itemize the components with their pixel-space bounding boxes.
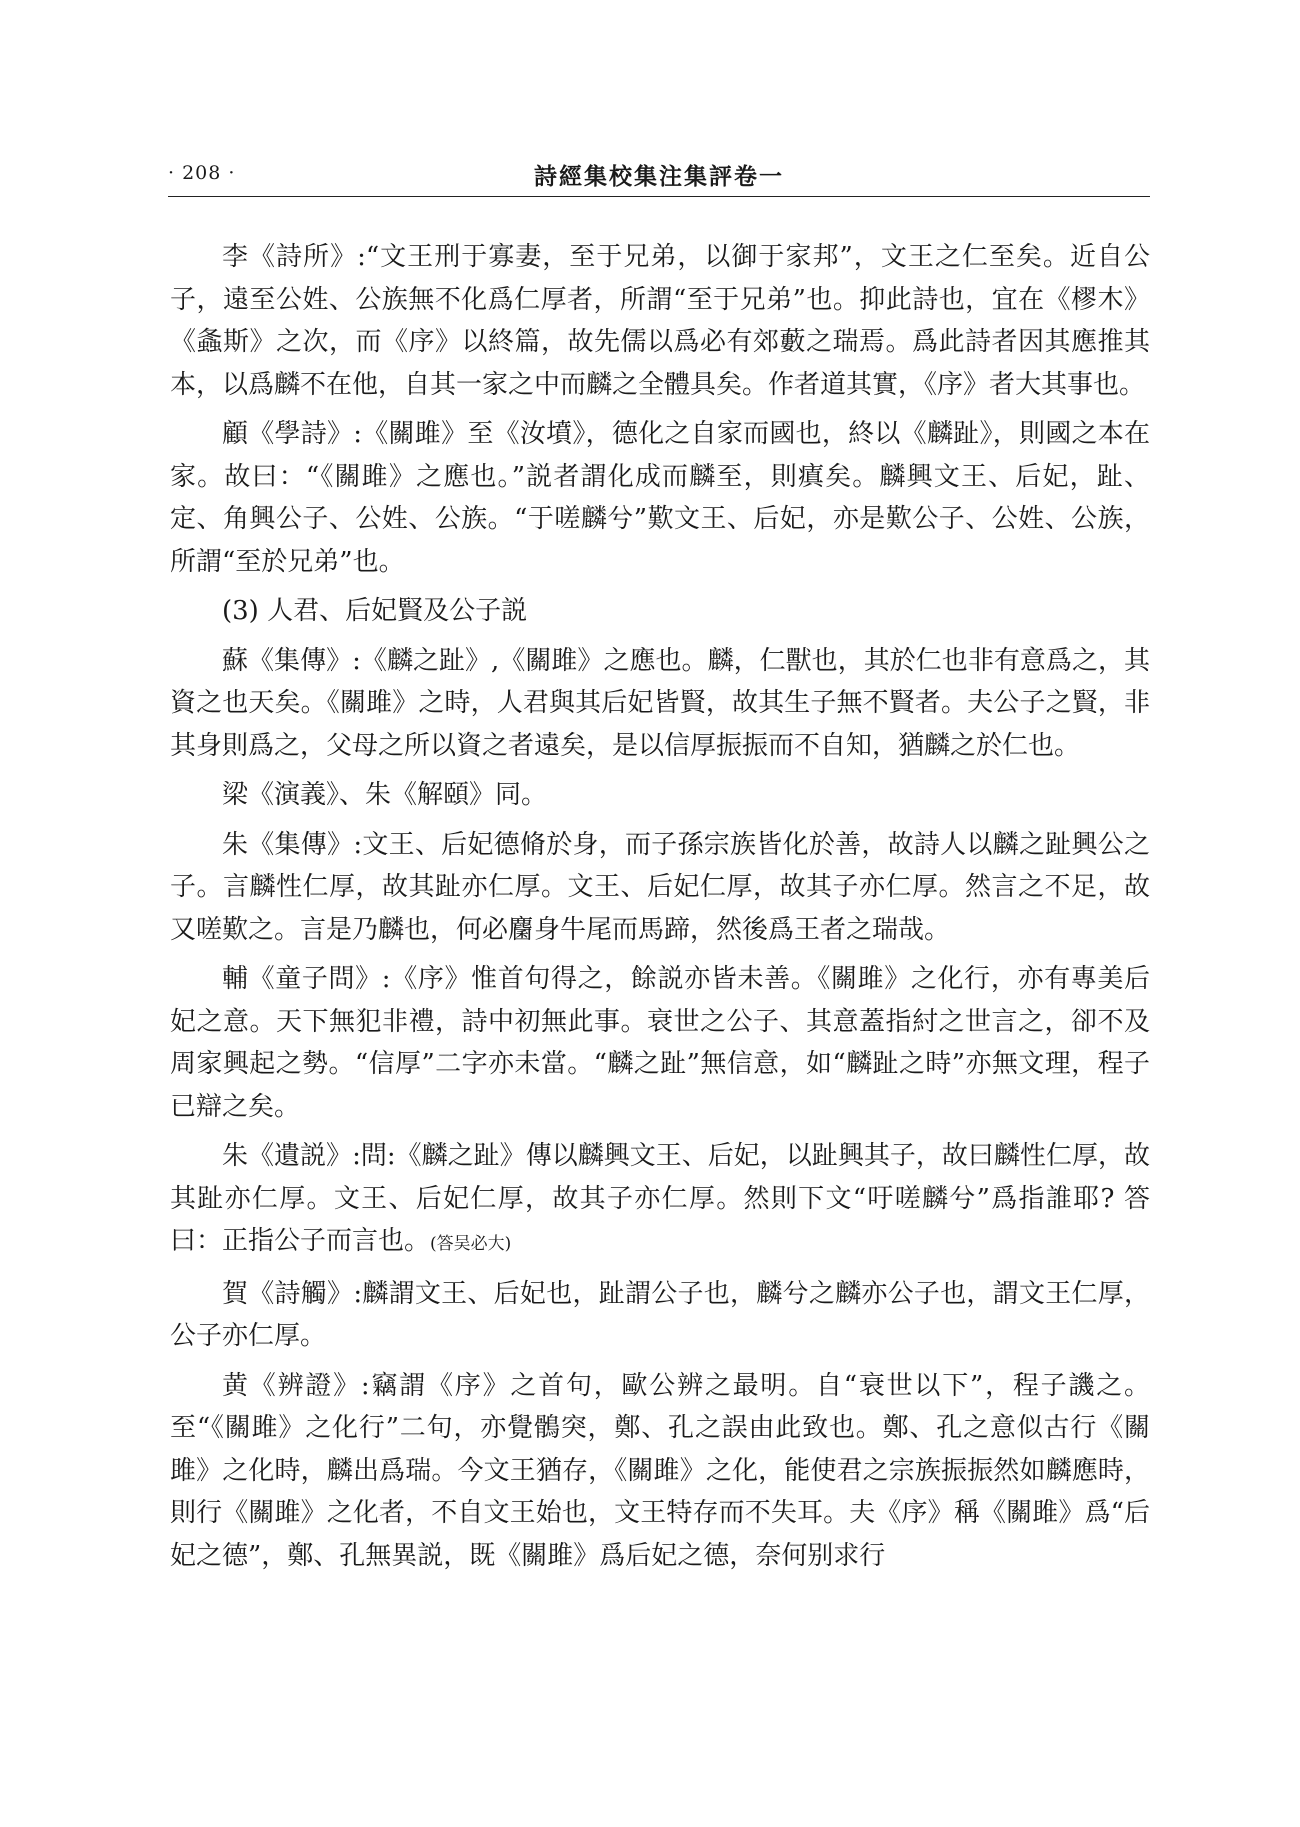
main-text (170, 236, 1150, 1584)
paragraph-he-shichu: 賀《詩觸》:麟謂文王、后妃也，趾謂公子也，麟兮之麟亦公子也，謂文王仁厚，公子亦仁厚。 (170, 1278, 1150, 1351)
running-title: 詩經集校集注集評卷一 (534, 163, 784, 190)
paragraph-fu-tongziwen: 輔《童子問》:《序》惟首句得之，餘説亦皆未善。《關雎》之化行，亦有專美后妃之意。天下無犯非禮，詩中初無此事。衰世之公子、其意蓋指紂之世言之，卻不及周家興起之勢。“信厚”二字亦未當。“麟之趾”無信意，如“麟趾之時”亦無文理，程子已辯之矣。 (170, 964, 1150, 1122)
paragraph-zhu-yishuo: 朱《遺説》:問:《麟之趾》傳以麟興文王、后妃，以趾興其子，故曰麟性仁厚，故其趾亦仁厚。文王、后妃仁厚，故其子亦仁厚。然則下文“吁嗟麟兮”爲指誰耶? 答曰：正指公子而言也。(答吴必大) (170, 1141, 1150, 1256)
paragraph-su-jizhuan: 蘇《集傳》:《麟之趾》,《關雎》之應也。麟，仁獸也，其於仁也非有意爲之，其資之也天矣。《關雎》之時，人君與其后妃皆賢，故其生子無不賢者。夫公子之賢，非其身則爲之，父母之所以資之者遠矣，是以信厚振振而不自知，猶麟之於仁也。 (170, 645, 1150, 761)
header-rule (168, 196, 1150, 197)
paragraph-li-shisuo: 李《詩所》:“文王刑于寡妻，至于兄弟，以御于家邦”，文王之仁至矣。近自公子，遠至公姓、公族無不化爲仁厚者，所謂“至于兄弟”也。抑此詩也，宜在《樛木》《螽斯》之次，而《序》以終篇，故先儒以爲必有郊藪之瑞焉。爲此詩者因其應推其本，以爲麟不在他，自其一家之中而麟之全體具矣。作者道其實，《序》者大其事也。 (170, 242, 1150, 400)
paragraph-note: (答吴必大) (430, 1234, 512, 1254)
paragraph-zhu-jizhuan: 朱《集傳》:文王、后妃德脩於身，而子孫宗族皆化於善，故詩人以麟之趾興公之子。言麟性仁厚，故其趾亦仁厚。文王、后妃仁厚，故其子亦仁厚。然言之不足，故又嗟歎之。言是乃麟也，何必麕身牛尾而馬蹄，然後爲王者之瑞哉。 (170, 829, 1150, 945)
page-number: · 208 · (168, 162, 236, 184)
section-heading: (3) 人君、后妃賢及公子説 (222, 596, 528, 626)
page-header (168, 158, 1150, 198)
paragraph-huang-bianzheng: 黄《辨證》:竊謂《序》之首句，歐公辨之最明。自“衰世以下”，程子譏之。至“《關雎》之化行”二句，亦覺鶻突，鄭、孔之誤由此致也。鄭、孔之意似古行《關雎》之化時，麟出爲瑞。今文王猶存，《關雎》之化，能使君之宗族振振然如麟應時，則行《關雎》之化者，不自文王始也，文王特存而不失耳。夫《序》稱《關雎》爲“后妃之德”，鄭、孔無異説，既《關雎》爲后妃之德，奈何别求行 (170, 1370, 1150, 1571)
paragraph-gu-xueshi: 顧《學詩》:《關雎》至《汝墳》，德化之自家而國也，終以《麟趾》，則國之本在家。故曰：“《關雎》之應也。”説者謂化成而麟至，則瘨矣。麟興文王、后妃，趾、定、角興公子、公姓、公族。“于嗟麟兮”歎文王、后妃，亦是歎公子、公姓、公族，所謂“至於兄弟”也。 (170, 419, 1150, 577)
paragraph-liang-zhu: 梁《演義》、朱《解頤》同。 (222, 780, 548, 810)
